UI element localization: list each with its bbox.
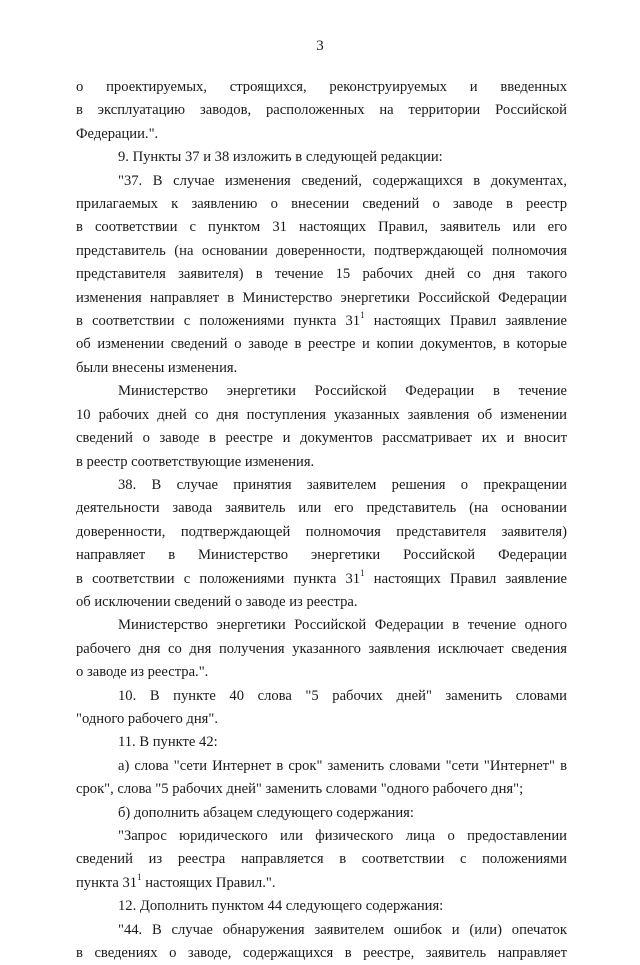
text-line: в соответствии с положениями пункта $31^1$ настоящих Правил заявление: [76, 310, 567, 330]
paragraph: [76, 919, 567, 965]
paragraph: [76, 76, 567, 146]
text-line: в сведениях о заводе, содержащихся в реестре, заявитель направляет: [76, 945, 567, 962]
text-line: 9. Пункты 37 и 38 изложить в следующей редакции:: [118, 149, 443, 166]
text-line: представителя заявителя) в течение 15 рабочих дней со дня такого: [76, 266, 567, 283]
text-line: в эксплуатацию заводов, расположенных на территории Российской: [76, 102, 567, 119]
paragraph: [76, 731, 567, 754]
text-line: б) дополнить абзацем следующего содержания:: [118, 804, 414, 821]
paragraph: [76, 380, 567, 474]
text-line: "37. В случае изменения сведений, содержащихся в документах,: [118, 172, 567, 189]
text-line: а) слова "сети Интернет в срок" заменить словами "сети "Интернет" в: [118, 757, 567, 774]
text-line: Министерство энергетики Российской Федерации в течение одного: [118, 617, 567, 634]
text-line: "44. В случае обнаружения заявителем ошибок и (или) опечаток: [118, 921, 567, 938]
text-line: доверенности, подтверждающей полномочия представителя заявителя): [76, 523, 567, 540]
text-line: об изменении сведений о заводе в реестре и копии документов, в которые: [76, 336, 567, 353]
paragraph: [76, 146, 567, 169]
text-line: о заводе из реестра.".: [76, 664, 209, 681]
text-line: в реестр соответствующие изменения.: [76, 453, 315, 470]
text-line: в соответствии с пунктом 31 настоящих Правил, заявитель или его: [76, 219, 567, 236]
text-line: "Запрос юридического или физического лица о предоставлении: [118, 828, 567, 844]
text-line: представитель (на основании доверенности, подтверждающей полномочия: [76, 242, 567, 259]
text-line: 11. В пункте 42:: [118, 734, 218, 751]
paragraph: [76, 755, 567, 802]
text-line: Федерации.".: [76, 125, 159, 142]
page-number: 3: [316, 38, 324, 54]
text-line: изменения направляет в Министерство энергетики Российской Федерации: [76, 289, 567, 306]
paragraph: [76, 474, 567, 614]
text-line: о проектируемых, строящихся, реконструируемых и введенных: [76, 79, 567, 95]
paragraph: [76, 895, 567, 918]
text-line: сведений о заводе в реестре и документов рассматривает их и вносит: [76, 430, 567, 447]
text-line: в соответствии с положениями пункта $31^1$ настоящих Правил заявление: [76, 567, 567, 587]
text-line: пункта $31^1$ настоящих Правил.".: [76, 871, 276, 891]
paragraph: [76, 802, 567, 825]
document-body: [76, 76, 567, 965]
text-line: рабочего дня со дня получения указанного заявления исключает сведения: [76, 640, 567, 657]
text-line: "одного рабочего дня".: [76, 710, 218, 727]
text-line: 12. Дополнить пунктом 44 следующего содержания:: [118, 898, 444, 915]
text-line: срок", слова "5 рабочих дней" заменить словами "одного рабочего дня";: [76, 781, 524, 798]
text-line: об исключении сведений о заводе из реестра.: [76, 593, 358, 610]
text-line: 38. В случае принятия заявителем решения о прекращении: [118, 476, 567, 493]
text-line: прилагаемых к заявлению о внесении сведений о заводе в реестр: [76, 196, 567, 213]
text-line: были внесены изменения.: [76, 359, 238, 376]
text-line: сведений из реестра направляется в соответствии с положениями: [76, 851, 567, 868]
text-line: 10 рабочих дней со дня поступления указанных заявления об изменении: [76, 406, 567, 423]
paragraph: [76, 170, 567, 381]
paragraph: [76, 685, 567, 732]
paragraph: [76, 614, 567, 684]
text-line: Министерство энергетики Российской Федерации в течение: [118, 383, 567, 400]
text-line: деятельности завода заявитель или его представитель (на основании: [76, 500, 567, 517]
text-line: направляет в Министерство энергетики Российской Федерации: [76, 547, 567, 564]
paragraph: [76, 825, 567, 895]
text-line: 10. В пункте 40 слова "5 рабочих дней" заменить словами: [118, 687, 567, 704]
